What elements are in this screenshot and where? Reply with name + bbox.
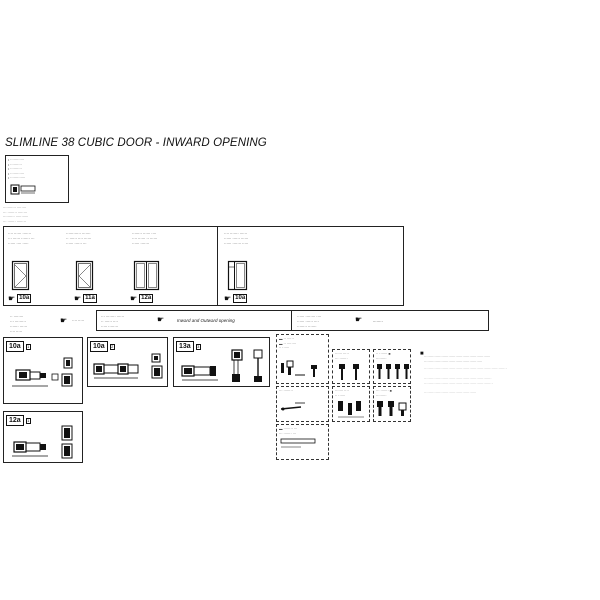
key-box — [5, 155, 69, 203]
ref-10a-sidelight[interactable] — [224, 294, 247, 303]
door-sidelight-icon — [228, 261, 248, 291]
component-glyph — [338, 401, 368, 419]
page-title: SLIMLINE 38 CUBIC DOOR - INWARD OPENING — [5, 137, 267, 149]
detail-badge: 1 — [27, 417, 30, 423]
ref-11a[interactable] — [74, 294, 97, 303]
component-glyph — [377, 401, 411, 419]
component-glyph — [281, 401, 321, 413]
pointing-hand-icon: ☛ — [224, 293, 232, 303]
ref-12a[interactable] — [130, 294, 153, 303]
detail-code: 10a — [6, 341, 24, 352]
component-glyph — [281, 361, 327, 379]
component-box-d — [276, 386, 329, 422]
component-text: ▬ ········ ··· ··· ······· ··· — [279, 427, 298, 436]
component-text: ······ ····· ··· ······· — [335, 352, 349, 361]
legend-ellipsis: ........ — [373, 318, 384, 323]
ref-code: 11a — [85, 295, 95, 301]
legend-hand-icon: ☛ — [157, 315, 165, 324]
legend-caption: Inward and Outward opening — [177, 318, 235, 323]
detail-badge: 2 — [111, 343, 114, 349]
notes-text: ························································· ·················································· — [424, 355, 491, 364]
component-box-c — [373, 349, 411, 384]
detail-badge: 1 — [27, 343, 30, 349]
component-text: ▬ ·· ······ ▬ ·· ········ ·· ······ — [279, 337, 297, 350]
legend-arrow-text: ···· ····· — [72, 318, 85, 323]
component-text: ·· ······· ■ ········· — [376, 352, 391, 361]
double-door-icon — [134, 261, 160, 291]
key-notes: ··········· ········ ··· ········ ········ ·········· ··········· ··· ······· ········ — [3, 206, 29, 224]
detail-box-2 — [87, 337, 168, 387]
legend-box — [96, 310, 489, 331]
component-glyph — [339, 364, 369, 382]
legend-hand-icon: ☛ — [60, 316, 68, 325]
detail-box-3 — [173, 337, 270, 387]
component-glyph — [281, 439, 321, 451]
legend-divider — [291, 311, 292, 330]
ref-code: 12a — [141, 295, 152, 301]
notes-text-2: ······································································· — [424, 367, 507, 371]
component-glyph — [377, 364, 411, 382]
ref-10a[interactable] — [8, 294, 31, 303]
panel-divider — [217, 227, 218, 305]
detail-label — [6, 341, 31, 352]
detail-box-4 — [3, 411, 83, 463]
detail-badge: 3 — [197, 343, 200, 349]
notes-text-3: ·························································· ··························································· — [424, 377, 493, 386]
legend-left-text: ·· ········ ··· ········· ······· ······ ···· ····· — [10, 314, 28, 334]
detail-code: 12a — [6, 415, 24, 426]
opening-desc-4: ···· ······· ······ ······ ······ ······ ······ ······· ····· — [224, 231, 249, 246]
detail-code: 10a — [90, 341, 108, 352]
ref-code: 10a — [19, 295, 30, 301]
ref-code: 10a — [235, 295, 246, 301]
component-box-a — [276, 334, 329, 384]
legend-hand-icon: ☛ — [355, 315, 363, 324]
legend-col-2: ······ ········ ···· ······ ······ ···· ········ ······· — [297, 314, 322, 329]
opening-desc-1: ···· ······ ······· ··· ······ ······· ··· ······ ···· ····· — [8, 231, 35, 246]
component-text: ··· ········ — [279, 389, 293, 393]
opening-desc-2: ············ ······· ·· ······ ···· ······ ······ ······ ··· — [66, 231, 92, 246]
notes-text-4: ············································· — [424, 391, 477, 395]
component-box-b — [332, 349, 370, 384]
component-box-e — [332, 386, 370, 422]
component-box-f — [373, 386, 411, 422]
key-glyph — [11, 183, 41, 199]
single-door-icon-2 — [76, 261, 94, 291]
single-door-icon — [12, 261, 30, 291]
opening-desc-3: ········ ······ ···· ···· ······ ·· ······ ······ ······· — [132, 231, 158, 246]
component-box-g — [276, 424, 329, 460]
transom-section-drawing — [12, 422, 82, 462]
notes-badge: ■ — [420, 351, 424, 357]
opening-types-panel — [3, 226, 404, 306]
component-text: ······· ···· ·· ······ — [335, 389, 349, 398]
key-text: • ············ • ·········· • ·········· • ············ • ············· — [8, 158, 26, 180]
legend-col-1: ··· ········ ······ ·· ······ ···· ····· ········ — [101, 314, 124, 329]
component-text: ··· ······· ■ ········· — [376, 389, 392, 398]
double-section-drawing — [94, 352, 166, 384]
detail-code: 13a — [176, 341, 194, 352]
pointing-hand-icon: ☛ — [74, 293, 82, 303]
hinge-section-drawing — [12, 354, 82, 396]
pointing-hand-icon: ☛ — [130, 293, 138, 303]
detail-box-1 — [3, 337, 83, 404]
detail-label — [90, 341, 115, 352]
pointing-hand-icon: ☛ — [8, 293, 16, 303]
